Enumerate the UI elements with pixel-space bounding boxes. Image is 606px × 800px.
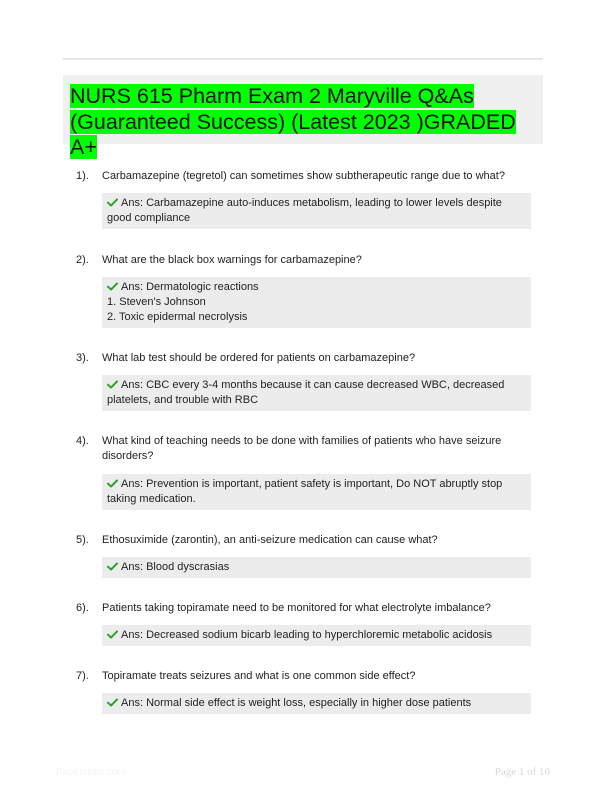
footer-watermark: Papersbbc.com — [56, 767, 126, 778]
question-number: 2). — [76, 254, 89, 266]
answer-text: Ans: Carbamazepine auto-induces metabolism, leading to lower levels despite good compliance — [107, 197, 502, 224]
title-banner — [63, 75, 543, 159]
answer-line — [107, 280, 525, 295]
answer-text: Ans: Normal side effect is weight loss, especially in higher dose patients — [121, 697, 472, 709]
answer-text: 2. Toxic epidermal necrolysis — [107, 311, 248, 323]
answer-box — [102, 193, 531, 229]
answer-box — [102, 277, 531, 328]
question-number: 6). — [76, 602, 89, 614]
answer-text: Ans: Prevention is important, patient safety is important, Do NOT abruptly stop taking medication. — [107, 478, 503, 505]
question-text: What kind of teaching needs to be done with families of patients who have seizure disorders? — [102, 435, 502, 462]
check-icon — [107, 629, 118, 638]
check-icon — [107, 697, 118, 706]
answer-line — [107, 310, 525, 325]
answer-line — [107, 378, 525, 408]
page-title — [70, 84, 540, 161]
answer-text: 1. Steven's Johnson — [107, 296, 206, 308]
question-text: Carbamazepine (tegretol) can sometimes show subtherapeutic range due to what? — [102, 170, 505, 182]
question-text: Topiramate treats seizures and what is one common side effect? — [102, 670, 416, 682]
answer-box — [102, 693, 531, 714]
answer-box — [102, 474, 531, 510]
top-divider — [63, 58, 543, 60]
question-number: 1). — [76, 170, 89, 182]
answer-line — [107, 628, 525, 643]
check-icon — [107, 478, 118, 487]
page-title-text: NURS 615 Pharm Exam 2 Maryville Q&As (Guaranteed Success) (Latest 2023 )GRADED A+ — [70, 84, 516, 159]
answer-text: Ans: Blood dyscrasias — [121, 561, 230, 573]
check-icon — [107, 379, 118, 388]
answer-text: Ans: CBC every 3-4 months because it can cause decreased WBC, decreased platelets, and trouble with RBC — [107, 379, 505, 406]
answer-line — [107, 696, 525, 711]
answer-box — [102, 625, 531, 646]
question-text: What lab test should be ordered for patients on carbamazepine? — [102, 352, 416, 364]
question-number: 5). — [76, 534, 89, 546]
question-number: 4). — [76, 435, 89, 447]
page-number: Page 1 of 10 — [494, 766, 550, 778]
check-icon — [107, 197, 118, 206]
answer-line — [107, 196, 525, 226]
check-icon — [107, 561, 118, 570]
check-icon — [107, 281, 118, 290]
question-text: Patients taking topiramate need to be monitored for what electrolyte imbalance? — [102, 602, 491, 614]
question-number: 7). — [76, 670, 89, 682]
question-number: 3). — [76, 352, 89, 364]
question-text: What are the black box warnings for carbamazepine? — [102, 254, 362, 266]
answer-text: Ans: Decreased sodium bicarb leading to hyperchloremic metabolic acidosis — [121, 629, 493, 641]
question-text: Ethosuximide (zarontin), an anti-seizure medication can cause what? — [102, 534, 438, 546]
answer-text: Ans: Dermatologic reactions — [121, 281, 259, 293]
answer-box — [102, 557, 531, 578]
answer-line — [107, 477, 525, 507]
answer-line — [107, 295, 525, 310]
answer-line — [107, 560, 525, 575]
answer-box — [102, 375, 531, 411]
